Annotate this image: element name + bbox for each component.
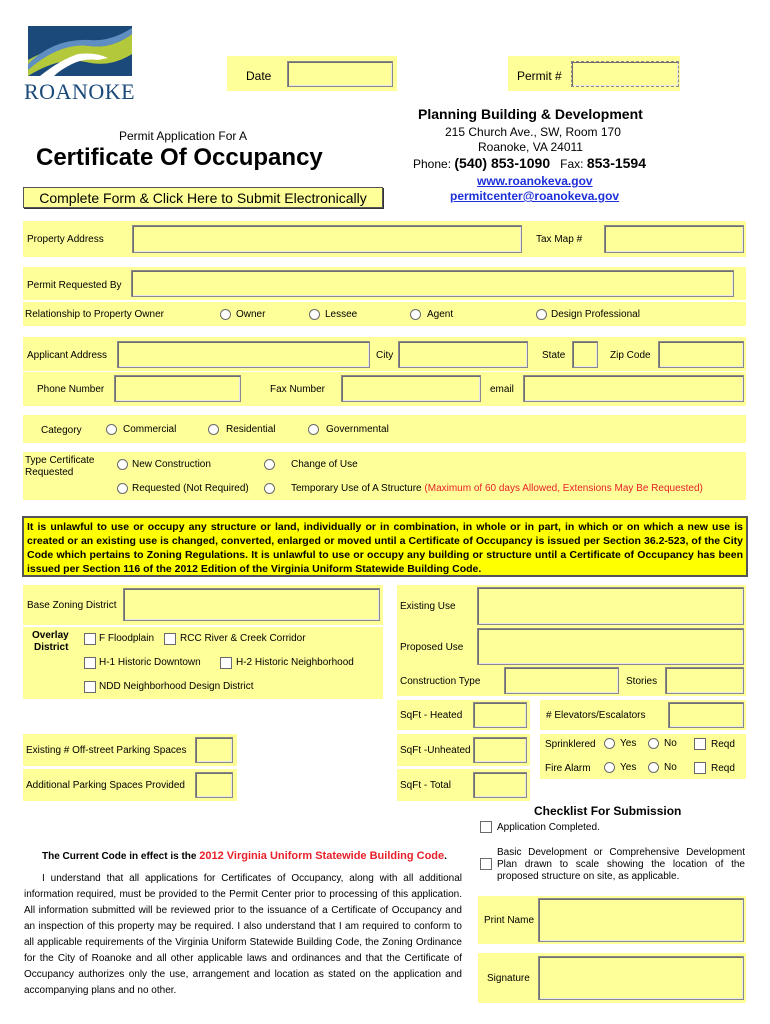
fire-alarm-label: Fire Alarm — [545, 763, 591, 774]
date-label: Date — [246, 69, 272, 83]
print-name-input[interactable] — [538, 898, 744, 942]
signature-input[interactable] — [538, 956, 744, 1000]
owner-label: Owner — [236, 309, 266, 320]
application-completed-label: Application Completed. — [497, 822, 600, 833]
applicant-address-input[interactable] — [117, 341, 370, 368]
development-plan-checkbox[interactable] — [480, 858, 492, 870]
fax-label: Fax: — [560, 157, 584, 171]
applicant-address-label: Applicant Address — [27, 350, 108, 361]
sqft-heated-label: SqFt - Heated — [400, 710, 463, 721]
existing-use-input[interactable] — [477, 587, 744, 625]
permit-requested-label: Permit Requested By — [27, 280, 122, 291]
lessee-label: Lessee — [325, 309, 358, 320]
new-construction-label: New Construction — [132, 459, 211, 470]
state-label: State — [542, 350, 566, 361]
roanoke-logo — [20, 24, 136, 108]
h2-label: H-2 Historic Neighborhood — [236, 657, 354, 668]
dept-title: Planning Building & Development — [418, 106, 643, 122]
additional-parking-input[interactable] — [195, 772, 233, 798]
not-required-radio[interactable] — [117, 483, 128, 494]
construction-type-label: Construction Type — [400, 676, 481, 687]
relationship-label: Relationship to Property Owner — [25, 309, 164, 320]
fire-alarm-no-radio[interactable] — [648, 762, 659, 773]
phone-number: (540) 853-1090 — [454, 155, 551, 171]
agent-label: Agent — [427, 309, 454, 320]
residential-label: Residential — [226, 424, 276, 435]
sprinklered-no-label: No — [664, 738, 677, 749]
email-input[interactable] — [523, 375, 744, 402]
application-completed-checkbox[interactable] — [480, 821, 492, 833]
temporary-use-note: (Maximum of 60 days Allowed, Extensions May Be Requested) — [424, 483, 703, 494]
sprinklered-yes-radio[interactable] — [604, 738, 615, 749]
base-zoning-input[interactable] — [123, 588, 380, 621]
dept-address-2: Roanoke, VA 24011 — [478, 140, 583, 154]
owner-radio[interactable] — [220, 309, 231, 320]
base-zoning-label: Base Zoning District — [27, 600, 117, 611]
proposed-use-input[interactable] — [477, 628, 744, 665]
fax-number: 853-1594 — [586, 155, 647, 171]
sprinklered-label: Sprinklered — [545, 739, 596, 750]
overlay-label-1: Overlay — [32, 630, 69, 641]
governmental-radio[interactable] — [308, 424, 319, 435]
change-of-use-label: Change of Use — [291, 459, 358, 470]
temporary-use-label — [291, 483, 703, 494]
sqft-total-label: SqFt - Total — [400, 780, 451, 791]
h2-checkbox[interactable] — [220, 657, 232, 669]
design-professional-label: Design Professional — [551, 309, 640, 320]
stories-input[interactable] — [665, 667, 744, 694]
permit-label: Permit # — [517, 69, 562, 83]
city-input[interactable] — [398, 341, 528, 368]
current-code-suffix: . — [444, 851, 447, 862]
phone-label: Phone: — [413, 157, 452, 171]
tax-map-label: Tax Map # — [536, 234, 583, 245]
tax-map-input[interactable] — [604, 225, 744, 253]
new-construction-radio[interactable] — [117, 459, 128, 470]
fire-alarm-yes-radio[interactable] — [604, 762, 615, 773]
sprinklered-yes-label: Yes — [620, 738, 637, 749]
sqft-unheated-input[interactable] — [473, 737, 527, 763]
sprinklered-reqd-label: Reqd — [711, 739, 735, 750]
current-code-name: 2012 Virginia Uniform Statewide Building Code — [199, 850, 445, 862]
elevators-input[interactable] — [668, 702, 744, 728]
commercial-label: Commercial — [123, 424, 177, 435]
submit-button[interactable]: Complete Form & Click Here to Submit Electronically — [23, 187, 383, 208]
email-link[interactable]: permitcenter@roanokeva.gov — [450, 189, 620, 203]
type-certificate-label-2: Requested — [25, 467, 74, 478]
construction-type-input[interactable] — [504, 667, 619, 694]
temporary-use-text: Temporary Use of A Structure — [291, 483, 422, 494]
governmental-label: Governmental — [326, 424, 389, 435]
pre-title: Permit Application For A — [119, 129, 248, 143]
fire-alarm-reqd-checkbox[interactable] — [694, 762, 706, 774]
zip-label: Zip Code — [610, 350, 651, 361]
fax-number-input[interactable] — [341, 375, 481, 402]
current-code-prefix: The Current Code in effect is the — [42, 851, 200, 862]
fire-alarm-no-label: No — [664, 762, 677, 773]
rcc-checkbox[interactable] — [164, 633, 176, 645]
existing-use-label: Existing Use — [400, 601, 456, 612]
category-label: Category — [41, 425, 82, 436]
floodplain-checkbox[interactable] — [84, 633, 96, 645]
ndd-label: NDD Neighborhood Design District — [99, 681, 254, 692]
sprinklered-no-radio[interactable] — [648, 738, 659, 749]
phone-number-label: Phone Number — [37, 384, 105, 395]
stories-label: Stories — [626, 676, 658, 687]
zip-input[interactable] — [658, 341, 744, 368]
elevators-label: # Elevators/Escalators — [546, 710, 646, 721]
state-input[interactable] — [572, 341, 598, 368]
commercial-radio[interactable] — [106, 424, 117, 435]
offstreet-parking-label: Existing # Off-street Parking Spaces — [26, 745, 187, 756]
floodplain-label: F Floodplain — [99, 633, 155, 644]
email-label: email — [490, 384, 514, 395]
design-professional-radio[interactable] — [536, 309, 547, 320]
signature-label: Signature — [487, 973, 530, 984]
sqft-total-input[interactable] — [473, 772, 527, 798]
h1-label: H-1 Historic Downtown — [99, 657, 201, 668]
property-address-label: Property Address — [27, 234, 104, 245]
permit-input[interactable] — [571, 61, 679, 87]
sqft-heated-input[interactable] — [473, 702, 527, 728]
proposed-use-label: Proposed Use — [400, 642, 464, 653]
print-name-label: Print Name — [484, 915, 535, 926]
phone-number-input[interactable] — [114, 375, 241, 402]
permit-requested-input[interactable] — [131, 270, 734, 297]
additional-parking-label: Additional Parking Spaces Provided — [26, 780, 185, 791]
overlay-label-2: District — [34, 642, 69, 653]
type-certificate-label-1: Type Certificate — [25, 455, 95, 466]
residential-radio[interactable] — [208, 424, 219, 435]
rcc-label: RCC River & Creek Corridor — [180, 633, 306, 644]
legal-warning: It is unlawful to use or occupy any structure or land, individually or in combination, in whole or in part, in which or on which a new use is created or an existing use is changed, converted, enlarged or moved until a Certificate of Occupancy is issued per Section 36.2-523, of the City Code which pertains to Zoning Regulations. It is unlawful to use or occupy any building or structure until a Certificate of Occupancy has been issued per Section 116 of the 2012 Edition of the Virginia Uniform Statewide Building Code. — [22, 516, 748, 577]
checklist-title: Checklist For Submission — [534, 804, 682, 818]
not-required-label: Requested (Not Required) — [132, 483, 249, 494]
website-link[interactable]: www.roanokeva.gov — [477, 174, 593, 188]
h1-checkbox[interactable] — [84, 657, 96, 669]
sqft-unheated-label: SqFt -Unheated — [400, 745, 471, 756]
logo-wordmark: ROANOKE — [24, 79, 136, 104]
current-code-line — [42, 850, 447, 862]
temporary-use-radio[interactable] — [264, 483, 275, 494]
fax-number-label: Fax Number — [270, 384, 326, 395]
sprinklered-reqd-checkbox[interactable] — [694, 738, 706, 750]
page-title: Certificate Of Occupancy — [36, 144, 323, 171]
fire-alarm-yes-label: Yes — [620, 762, 637, 773]
development-plan-label: Basic Development or Comprehensive Development Plan drawn to scale showing the location of the proposed structure on site, as applicable. — [497, 847, 745, 882]
change-of-use-radio[interactable] — [264, 459, 275, 470]
offstreet-parking-input[interactable] — [195, 737, 233, 763]
ndd-checkbox[interactable] — [84, 681, 96, 693]
agent-radio[interactable] — [410, 309, 421, 320]
date-input[interactable] — [287, 61, 393, 87]
city-label: City — [376, 350, 394, 361]
applicant-statement: I understand that all applications for Certificates of Occupancy, along with all additional information required, must be provided to the Permit Center prior to processing of this application. All information submitted will be reviewed prior to the issuance of a Certificate of Occupancy and an inspection of this property may be required. I also understand that I am required to conform to all applicable requirements of the Virginia Uniform Statewide Building Code, the Zoning Ordinance for the City of Roanoke and all other applicable laws and ordinances and that the Certificate of Occupancy authorizes only the use, arrangement and location as stated on the application and accompanying plans and no other. — [24, 873, 462, 996]
fire-alarm-reqd-label: Reqd — [711, 763, 735, 774]
lessee-radio[interactable] — [309, 309, 320, 320]
property-address-input[interactable] — [132, 225, 522, 253]
dept-address-1: 215 Church Ave., SW, Room 170 — [445, 125, 621, 139]
dept-phone-line — [413, 155, 646, 171]
